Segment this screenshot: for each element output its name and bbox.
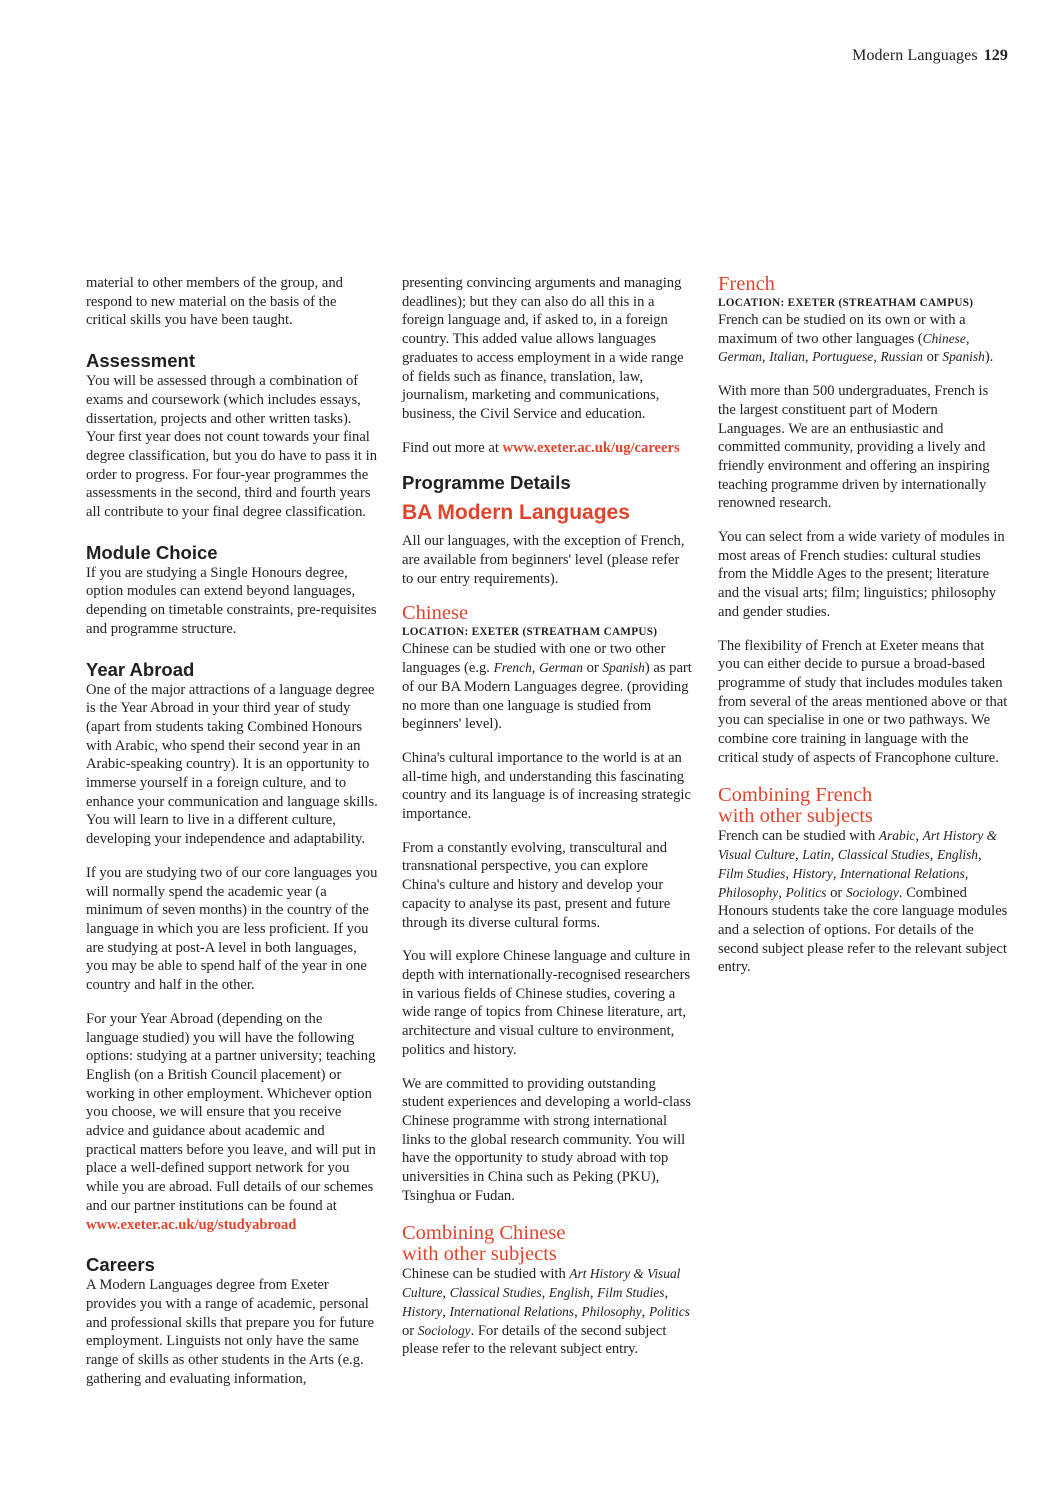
year-abroad-heading: Year Abroad bbox=[86, 658, 195, 680]
french-subject-separator: , bbox=[778, 884, 786, 901]
french-subject-separator: , bbox=[929, 847, 938, 864]
chinese-p4: You will explore Chinese language and culture in depth with internationally-recognised researchers in various fields of Chinese studies, covering a wide range of topics from Chinese literature, art, architecture and visual culture to environment, politics and history. bbox=[402, 948, 691, 1058]
module-choice-heading: Module Choice bbox=[86, 541, 218, 563]
french-subject-item: English bbox=[937, 847, 978, 863]
combining-chinese-heading bbox=[402, 1223, 694, 1265]
lang-sep-1: , bbox=[531, 660, 540, 677]
page-number: 129 bbox=[983, 47, 1008, 64]
french-p1 bbox=[718, 311, 1008, 367]
french-subject-separator: , bbox=[915, 828, 923, 845]
french-language-separator: , bbox=[965, 330, 970, 347]
study-abroad-link[interactable]: www.exeter.ac.uk/ug/studyabroad bbox=[86, 1216, 297, 1233]
french-p3: You can select from a wide variety of modules in most areas of French studies: cultural studies from the Middle Ages to the present; literature and the visual arts; film; linguistics; philosophy and gender studies. bbox=[718, 529, 1005, 620]
french-location: LOCATION: EXETER (STREATHAM CAMPUS) bbox=[718, 297, 974, 309]
french-subject-item: International Relations bbox=[840, 865, 965, 881]
french-subject-item: Philosophy bbox=[718, 884, 779, 900]
chinese-heading: Chinese bbox=[402, 602, 469, 625]
french-language-separator: , bbox=[804, 349, 813, 366]
chinese-subject-item: International Relations bbox=[449, 1303, 575, 1319]
careers-heading: Careers bbox=[86, 1254, 155, 1276]
french-p4: The flexibility of French at Exeter means that you can either decide to pursue a broad-based programme of study that includes modules taken from several of the areas mentioned above or that you can specialise in one or two pathways. We combine core training in language with the critical study of aspects of Francophone culture. bbox=[718, 637, 1008, 766]
lang-french: French bbox=[493, 660, 532, 676]
chinese-p2: China's cultural importance to the world is at an all-time high, and understanding this fascinating country and its language is of increasing strategic importance. bbox=[402, 749, 691, 823]
year-abroad-p3 bbox=[86, 1010, 378, 1234]
programme-details-heading: Programme Details bbox=[402, 472, 571, 494]
french-subject-separator: , bbox=[964, 865, 969, 882]
column-3 bbox=[718, 274, 1008, 977]
french-language-item: Italian bbox=[769, 349, 805, 365]
year-abroad-p1: One of the major attractions of a language degree is the Year Abroad in your third year of study (apart from students taking Combined Honours with Arabic, who spend their second year in an Arabic-speaking country). It is an opportunity to immerse yourself in a foreign culture, and to enhance your communication and language skills. You will learn to live in a different culture, developing your independence and adaptability. bbox=[86, 681, 378, 848]
chinese-p3: From a constantly evolving, transcultural and transnational perspective, you can explore China's culture and history and develop your capacity to analyse its past, present and future through its diverse cultural forms. bbox=[402, 839, 671, 931]
assessment-text: You will be assessed through a combination of exams and coursework (which includes essays, dissertation, projects and other written tasks). Your first year does not count towards your final degree classification, but you do have to pass it in order to progress. For four-year programmes the assessments in the second, third and fourth years all contribute to your final degree classification. bbox=[86, 373, 377, 521]
page-header bbox=[852, 47, 1008, 65]
french-subject-separator: , bbox=[795, 847, 803, 864]
chinese-subject-separator: , bbox=[442, 1303, 450, 1320]
french-subject-item: Arabic bbox=[878, 828, 916, 844]
combining-french-prefix: French can be studied with bbox=[718, 828, 879, 845]
french-language-item: Portuguese bbox=[812, 349, 874, 365]
chinese-subject-separator: , bbox=[664, 1285, 669, 1302]
french-p1-a: French can be studied on its own or with a maximum of two other languages ( bbox=[718, 312, 966, 347]
french-subject-item: History bbox=[792, 865, 833, 881]
chinese-subject-item: Film Studies bbox=[597, 1285, 665, 1301]
chinese-subject-item: Art History & Visual Culture bbox=[402, 1266, 681, 1301]
careers-continued: presenting convincing arguments and managing deadlines); but they can also do all this in a foreign language and, if asked to, in a foreign country. This added value allows languages graduates to access employment in a wide range of fields such as finance, translation, law, journalism, marketing and communications, business, the Civil Service and education. bbox=[402, 275, 684, 422]
intro-paragraph: material to other members of the group, and respond to new material on the basis of the critical skills you have been taught. bbox=[86, 275, 343, 329]
french-subject-separator: , bbox=[832, 865, 841, 882]
chinese-subject-item: History bbox=[402, 1303, 443, 1319]
lang-german: German bbox=[539, 660, 583, 676]
section-title: Modern Languages bbox=[852, 47, 978, 64]
combining-chinese-heading-line2: with other subjects bbox=[402, 1243, 557, 1266]
assessment-heading: Assessment bbox=[86, 350, 196, 372]
french-p2: With more than 500 undergraduates, French is the largest constituent part of Modern Languages. We are an enthusiastic and committed community, providing a lively and friendly environment and offering an inspiring teaching programme driven by internationally renowned research. bbox=[718, 383, 990, 512]
combining-french-suffix: . Combined Honours students take the core language modules and a selection of options. For details of the second subject please refer to the relevant subject entry. bbox=[718, 884, 1008, 976]
french-subject-separator: or bbox=[826, 884, 846, 901]
combining-chinese-suffix: . For details of the second subject please refer to the relevant subject entry. bbox=[402, 1322, 667, 1358]
french-subject-item: Art History & Visual Culture bbox=[718, 828, 998, 863]
find-out-prefix: Find out more at bbox=[402, 439, 503, 456]
chinese-location: LOCATION: EXETER (STREATHAM CAMPUS) bbox=[402, 626, 658, 639]
french-heading: French bbox=[718, 273, 775, 295]
french-subject-item: Latin bbox=[802, 847, 831, 863]
ba-modern-languages-heading: BA Modern Languages bbox=[402, 501, 630, 525]
chinese-subject-separator: , bbox=[541, 1285, 549, 1302]
year-abroad-p2: If you are studying two of our core languages you will normally spend the academic year (a minimum of seven months) in the country of the language in which you are less proficient. If you are studying at post-A level in both languages, you may be able to spend half of the year in one country and half in the other. bbox=[86, 864, 378, 994]
french-subject-separator: , bbox=[785, 865, 793, 882]
year-abroad-p3-text: For your Year Abroad (depending on the language studied) you will have the following options: studying at a partner university; teaching English (on a British Council placement) or working in other employment. Whichever option you choose, we will ensure that you receive advice and guidance about academic and practical matters before you leave, and will put in place a well-defined support network for you while you are abroad. Full details of our schemes and our partner institutions can be found at bbox=[86, 1010, 376, 1214]
french-language-separator: or bbox=[922, 349, 943, 366]
chinese-p1-b: ) as part of our BA Modern Languages degree. (providing no more than one language is studied from beginners' level). bbox=[402, 660, 692, 733]
combining-french-text bbox=[718, 827, 1008, 977]
chinese-subject-separator: , bbox=[589, 1285, 598, 1302]
combining-chinese-heading-line1: Combining Chinese bbox=[402, 1222, 566, 1245]
combining-chinese-text bbox=[402, 1265, 694, 1359]
french-language-separator: , bbox=[873, 349, 881, 366]
chinese-subject-item: Classical Studies bbox=[449, 1285, 542, 1301]
column-1 bbox=[86, 274, 378, 1388]
ba-text: All our languages, with the exception of French, are available from beginners' level (please refer to our entry requirements). bbox=[402, 533, 685, 587]
combining-chinese-prefix: Chinese can be studied with bbox=[402, 1266, 570, 1283]
french-language-separator: , bbox=[761, 349, 770, 366]
french-language-item: Russian bbox=[880, 349, 923, 365]
find-out-more bbox=[402, 439, 694, 458]
combining-french-heading-line1: Combining French bbox=[718, 784, 873, 807]
chinese-subject-separator: , bbox=[641, 1303, 649, 1320]
careers-link[interactable]: www.exeter.ac.uk/ug/careers bbox=[502, 439, 680, 456]
chinese-subject-item: Philosophy bbox=[581, 1303, 642, 1319]
french-language-item: German bbox=[718, 349, 762, 365]
french-subject-separator: , bbox=[830, 847, 838, 864]
chinese-subject-item: Sociology bbox=[417, 1322, 471, 1338]
column-2 bbox=[402, 274, 694, 1359]
chinese-p5: We are committed to providing outstanding student experiences and developing a world-class Chinese programme with strong international links to the global research community. You will have the opportunity to study abroad with top universities in China such as Peking (PKU), Tsinghua or Fudan. bbox=[402, 1075, 691, 1204]
module-choice-text: If you are studying a Single Honours degree, option modules can extend beyond languages, depending on timetable constraints, pre-requisites and programme structure. bbox=[86, 564, 377, 637]
chinese-subject-separator: , bbox=[442, 1285, 450, 1302]
chinese-subject-separator: , bbox=[574, 1303, 582, 1320]
french-language-item: Chinese bbox=[922, 330, 966, 346]
chinese-subject-separator: or bbox=[402, 1322, 418, 1339]
french-language-item: Spanish bbox=[942, 349, 985, 365]
combining-french-heading-line2: with other subjects bbox=[718, 805, 873, 828]
chinese-p1-a: Chinese can be studied with one or two other languages (e.g. bbox=[402, 641, 666, 677]
french-subject-item: Classical Studies bbox=[837, 847, 930, 863]
french-subject-item: Politics bbox=[785, 884, 827, 900]
lang-sep-2: or bbox=[582, 660, 603, 677]
lang-spanish: Spanish bbox=[602, 660, 645, 676]
chinese-subject-item: Politics bbox=[648, 1303, 690, 1319]
french-subject-item: Film Studies bbox=[718, 865, 786, 881]
french-subject-separator: , bbox=[977, 847, 982, 864]
combining-french-heading bbox=[718, 785, 1008, 827]
french-subject-item: Sociology bbox=[845, 884, 899, 900]
chinese-p1 bbox=[402, 640, 694, 734]
chinese-subject-item: English bbox=[548, 1285, 590, 1301]
french-p1-b: ). bbox=[984, 349, 994, 366]
careers-text: A Modern Languages degree from Exeter provides you with a range of academic, personal and professional skills that prepare you for future employment. Linguists not only have the same range of skills as other students in the Arts (e.g. gathering and evaluating information, bbox=[86, 1277, 375, 1387]
